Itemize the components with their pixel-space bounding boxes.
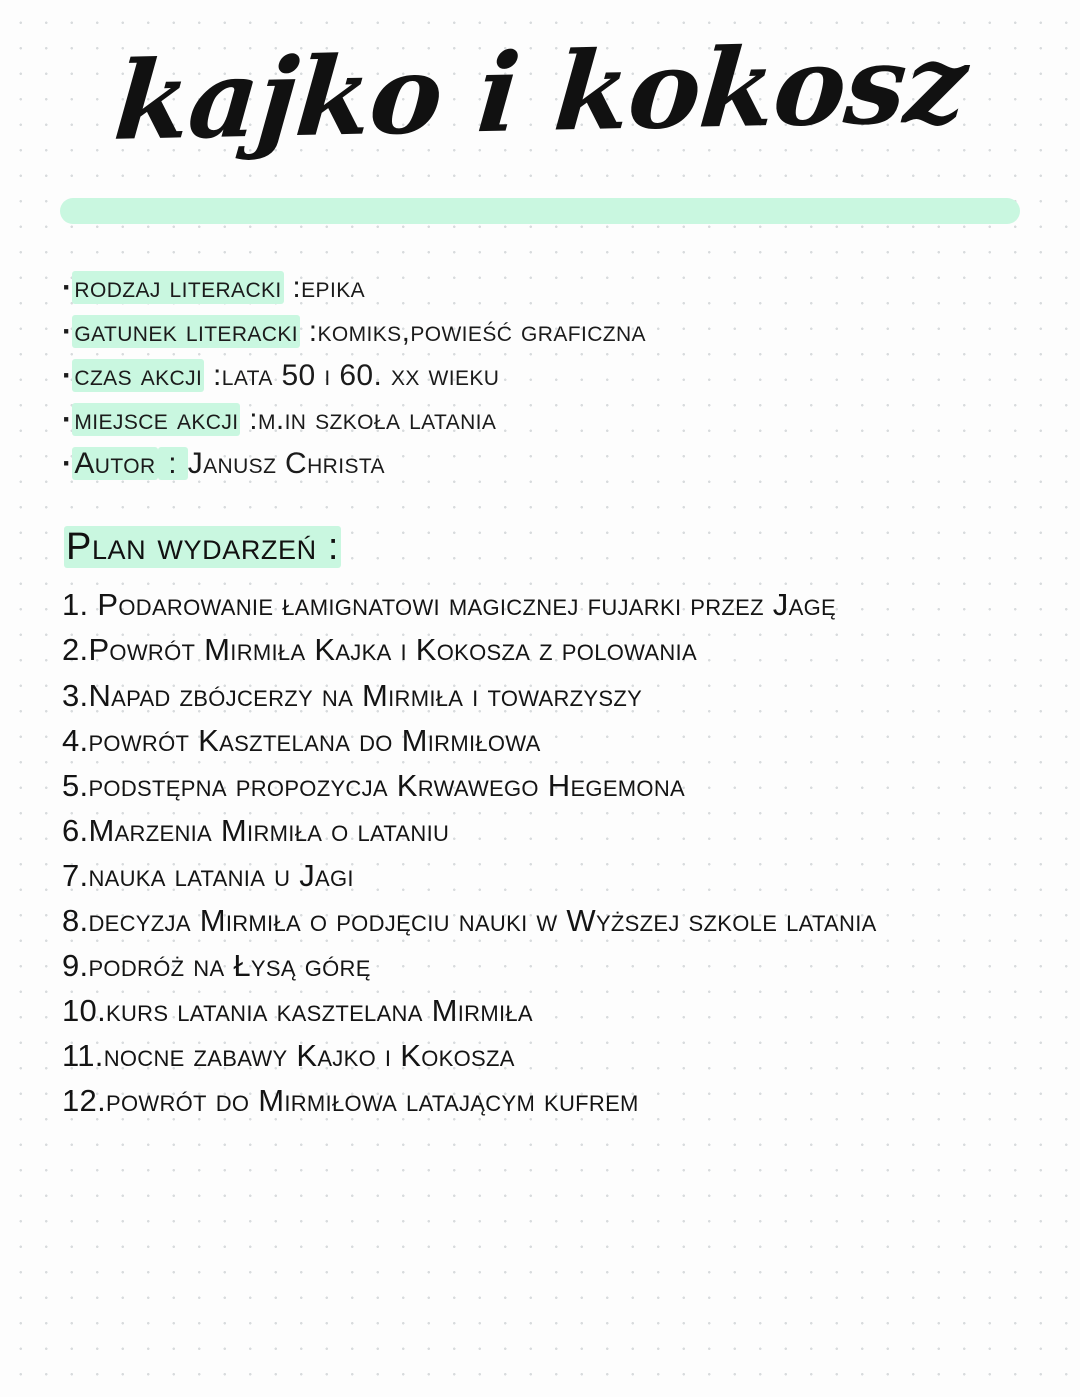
list-item: 12.powrót do Mirmiłowa latającym kufrem [62,1082,639,1118]
list-item [62,266,1032,310]
info-value: komiks,powieść graficzna [317,315,646,349]
list-item: 1. Podarowanie łamignatowi magicznej fujarki przez Jagę [62,587,836,623]
list-item: 10.kurs latania kasztelana Mirmiła [62,992,533,1028]
list-item [62,354,1032,398]
info-label: Autor [74,447,156,481]
list-item: 2.Powrót Mirmiła Kajka i Kokosza z polowania [62,632,697,668]
list-item [62,310,1032,354]
list-item: 7.nauka latania u Jagi [62,857,354,893]
bullet-icon: · [62,315,73,349]
info-separator: : [204,359,222,393]
info-separator: : [240,403,258,437]
list-item: 6.Marzenia Mirmiła o lataniu [62,812,450,848]
info-list [62,266,1032,486]
bullet-icon: · [62,359,73,393]
info-label: rodzaj literacki [74,271,282,304]
section-heading-label: Plan wydarzeń : [66,526,340,569]
info-separator: : [159,447,186,481]
info-separator: : [283,271,302,304]
plan-list [62,583,1032,1122]
list-item [62,398,1032,442]
info-value: lata 50 i 60. xx wieku [221,359,500,393]
info-label: czas akcji [74,359,203,393]
bullet-icon: · [62,271,73,304]
bullet-icon: · [62,403,73,437]
list-item: 8.decyzja Mirmiła o podjęciu nauki w Wyższej szkole latania [62,902,877,938]
list-item: 3.Napad zbójcerzy na Mirmiła i towarzyszy [62,677,643,713]
info-value: Janusz Christa [187,447,385,481]
title-highlight-bar [60,198,1020,224]
section-heading [64,526,1032,569]
info-label: gatunek literacki [74,315,299,349]
info-value: m.in szkoła latania [257,403,497,437]
title-area [48,18,1032,168]
info-separator: : [300,315,318,349]
list-item: 9.podróż na Łysą górę [62,947,371,983]
list-item: 5.podstępna propozycja Krwawego Hegemona [62,767,686,803]
bullet-icon: · [62,447,73,481]
list-item: 11.nocne zabawy Kajko i Kokosza [62,1037,515,1073]
list-item: 4.powrót Kasztelana do Mirmiłowa [62,722,541,758]
page-title: kajko i kokosz [109,21,971,165]
list-item [62,442,1032,486]
info-label: miejsce akcji [74,403,239,437]
info-value: epika [301,271,366,304]
